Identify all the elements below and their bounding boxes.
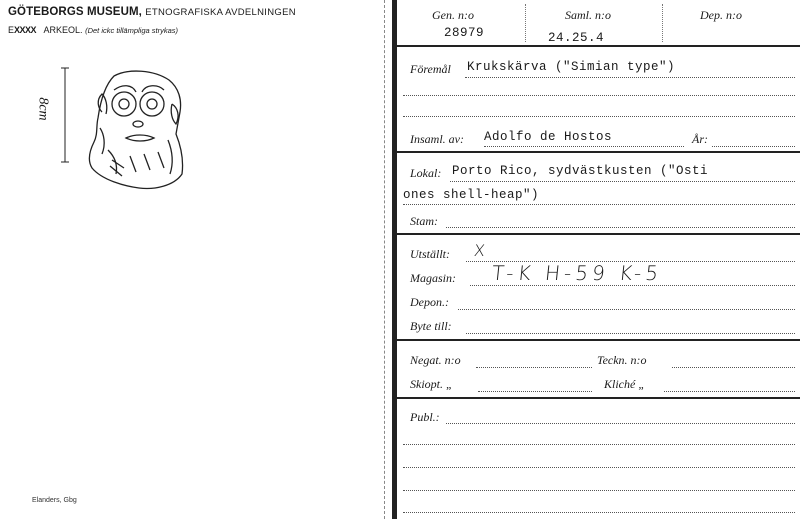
ar-line [712,146,795,147]
lokal-line [450,181,795,182]
byte-label: Byte till: [410,319,452,333]
utstallt-label: Utställt: [410,247,451,261]
blank-line [403,444,795,445]
scale-note: 8cm [35,97,51,121]
blank-line [403,512,795,513]
perforation-line [384,0,386,519]
skiopt-label: Skiopt. „ [410,377,453,391]
saml-label: Saml. n:o [565,8,611,22]
lokal-label: Lokal: [410,166,442,180]
department-line [8,25,178,35]
header-separator [662,4,663,42]
gen-label: Gen. n:o [432,8,474,22]
depon-label: Depon.: [410,295,449,309]
insaml-line [484,146,684,147]
section-rule [397,233,800,235]
gen-value: 28979 [444,26,485,40]
depon-line [458,309,795,310]
utstallt-value: X [473,241,489,260]
header-separator [525,4,526,42]
publ-line [446,423,795,424]
line-prefix: E [8,25,15,35]
magasin-value: T-K H-59 K-5 [490,261,664,285]
blank-line [403,490,795,491]
negat-label: Negat. n:o [410,353,461,367]
negat-line [476,367,592,368]
printer-mark: Elanders, Gbg [32,497,77,504]
magasin-line [470,285,795,286]
dep-label: Dep. n:o [700,8,742,22]
insaml-value: Adolfo de Hostos [484,130,613,144]
museum-header [8,6,296,18]
foremal-label: Föremål [410,62,451,76]
lokal-value-line2: ones shell-heap") [403,188,540,202]
stam-label: Stam: [410,214,438,228]
insaml-label: Insaml. av: [410,132,464,146]
saml-value: 24.25.4 [548,31,605,45]
stam-line [446,227,795,228]
section-rule [397,151,800,153]
header-rule [397,45,800,47]
blank-line [403,467,795,468]
department-name: ETNOGRAFISKA AVDELNINGEN [145,7,296,18]
magasin-label: Magasin: [410,271,456,285]
section-rule [397,339,800,341]
foremal-value: Krukskärva ("Simian type") [467,60,676,74]
erased-text: XXXX [14,25,37,35]
scale-bar [56,66,76,166]
kliche-line [664,391,795,392]
blank-line [403,95,795,96]
arkeol-label: ARKEOL. [43,25,83,35]
blank-line [403,116,795,117]
section-rule [397,397,800,399]
ar-label: År: [692,132,708,146]
lokal-line-2 [403,204,795,205]
foremal-line [465,77,795,78]
teckn-line [672,367,795,368]
kliche-label: Kliché „ [604,377,645,391]
lokal-value-line1: Porto Rico, sydvästkusten ("Osti [452,164,709,178]
card-divider [392,0,397,519]
byte-line [466,333,795,334]
teckn-label: Teckn. n:o [597,353,647,367]
face-sherd-drawing-icon [84,64,194,194]
skiopt-line [478,391,592,392]
strike-note: (Det ickc tillämpliga strykas) [85,26,179,35]
museum-name: GÖTEBORGS MUSEUM, [8,6,142,18]
publ-label: Publ.: [410,410,440,424]
